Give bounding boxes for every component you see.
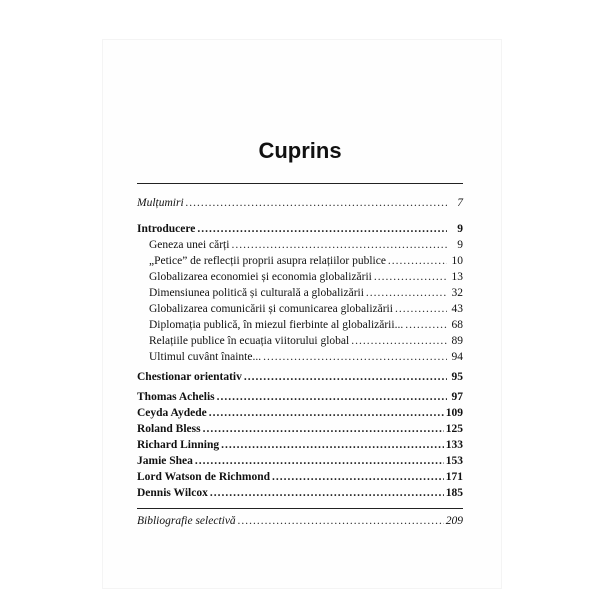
dot-leader bbox=[186, 195, 447, 211]
toc-entry-title: Ultimul cuvânt înainte... bbox=[149, 351, 262, 363]
toc-entry-page: 43 bbox=[451, 303, 463, 315]
dot-leader bbox=[221, 437, 444, 453]
toc-subentry bbox=[149, 301, 463, 317]
toc-entry-page: 171 bbox=[445, 471, 463, 483]
toc-entry-title: Relațiile publice în ecuația viitorului global bbox=[149, 335, 350, 347]
toc-entry-page: 125 bbox=[445, 423, 463, 435]
toc-entry-page: 95 bbox=[451, 371, 463, 383]
toc-entry-page: 32 bbox=[451, 287, 463, 299]
toc-entry-page: 10 bbox=[451, 255, 463, 267]
toc-entry-title: Richard Linning bbox=[137, 439, 220, 451]
toc-entry bbox=[137, 389, 463, 405]
toc-entry-title: Bibliografie selectivă bbox=[137, 515, 236, 527]
dot-leader bbox=[366, 285, 447, 301]
page-title: Cuprins bbox=[258, 138, 342, 163]
toc-subentry bbox=[149, 269, 463, 285]
toc-entry-page: 68 bbox=[451, 319, 463, 331]
toc-entry bbox=[137, 195, 463, 211]
toc-subentry bbox=[149, 237, 463, 253]
toc-entry-page: 7 bbox=[457, 197, 463, 209]
toc-entry-title: Globalizarea comunicării și comunicarea globalizării bbox=[149, 303, 393, 315]
toc-entry-page: 109 bbox=[445, 407, 463, 419]
toc-entry-page: 153 bbox=[445, 455, 463, 467]
dot-leader bbox=[395, 301, 447, 317]
toc-entry-title: Roland Bless bbox=[137, 423, 201, 435]
toc-entry bbox=[137, 221, 463, 237]
toc-entry bbox=[137, 421, 463, 437]
toc-entry bbox=[137, 469, 463, 485]
toc-entry-title: „Petice” de reflecții proprii asupra relațiilor publice bbox=[149, 255, 386, 267]
toc-subentry bbox=[149, 317, 463, 333]
toc-entry bbox=[137, 369, 463, 385]
toc-entry-title: Lord Watson de Richmond bbox=[137, 471, 271, 483]
toc-entry bbox=[137, 453, 463, 469]
toc-entry-title: Dennis Wilcox bbox=[137, 487, 208, 499]
toc-entry-page: 185 bbox=[445, 487, 463, 499]
toc-entry-title: Dimensiunea politică și culturală a globalizării bbox=[149, 287, 364, 299]
toc-entry-page: 209 bbox=[445, 515, 463, 527]
dot-leader bbox=[272, 469, 444, 485]
toc-subentry bbox=[149, 333, 463, 349]
dot-leader bbox=[405, 317, 447, 333]
dot-leader bbox=[197, 221, 447, 237]
toc-entry-title: Chestionar orientativ bbox=[137, 371, 242, 383]
toc-entry-title: Jamie Shea bbox=[137, 455, 193, 467]
dot-leader bbox=[195, 453, 444, 469]
toc-entry-title: Diplomația publică, în miezul fierbinte al globalizării... bbox=[149, 319, 404, 331]
dot-leader bbox=[374, 269, 447, 285]
dot-leader bbox=[263, 349, 447, 365]
toc-entry bbox=[137, 513, 463, 529]
toc-entry-page: 97 bbox=[451, 391, 463, 403]
toc-entry-title: Ceyda Aydede bbox=[137, 407, 207, 419]
dot-leader bbox=[203, 421, 444, 437]
toc-entry-page: 9 bbox=[457, 239, 463, 251]
toc-entry bbox=[137, 405, 463, 421]
bottom-rule bbox=[137, 508, 463, 509]
toc-entry-title: Globalizarea economiei și economia globalizării bbox=[149, 271, 372, 283]
dot-leader bbox=[351, 333, 447, 349]
toc-entry-title: Thomas Achelis bbox=[137, 391, 215, 403]
toc-entry-title: Introducere bbox=[137, 223, 196, 235]
toc-entry-page: 13 bbox=[451, 271, 463, 283]
dot-leader bbox=[231, 237, 447, 253]
toc-entry-page: 94 bbox=[451, 351, 463, 363]
toc-entry-page: 133 bbox=[445, 439, 463, 451]
toc-entry-title: Mulțumiri bbox=[137, 197, 184, 209]
dot-leader bbox=[238, 513, 444, 529]
toc-subentry bbox=[149, 349, 463, 365]
dot-leader bbox=[388, 253, 447, 269]
toc-entry-title: Geneza unei cărți bbox=[149, 239, 230, 251]
dot-leader bbox=[210, 485, 444, 501]
toc-subentry bbox=[149, 285, 463, 301]
toc-entry bbox=[137, 437, 463, 453]
dot-leader bbox=[244, 369, 447, 385]
toc-subentry bbox=[149, 253, 463, 269]
toc-entry-page: 9 bbox=[457, 223, 463, 235]
dot-leader bbox=[209, 405, 444, 421]
toc-entry-page: 89 bbox=[451, 335, 463, 347]
dot-leader bbox=[217, 389, 447, 405]
top-rule bbox=[137, 183, 463, 184]
toc-entry bbox=[137, 485, 463, 501]
